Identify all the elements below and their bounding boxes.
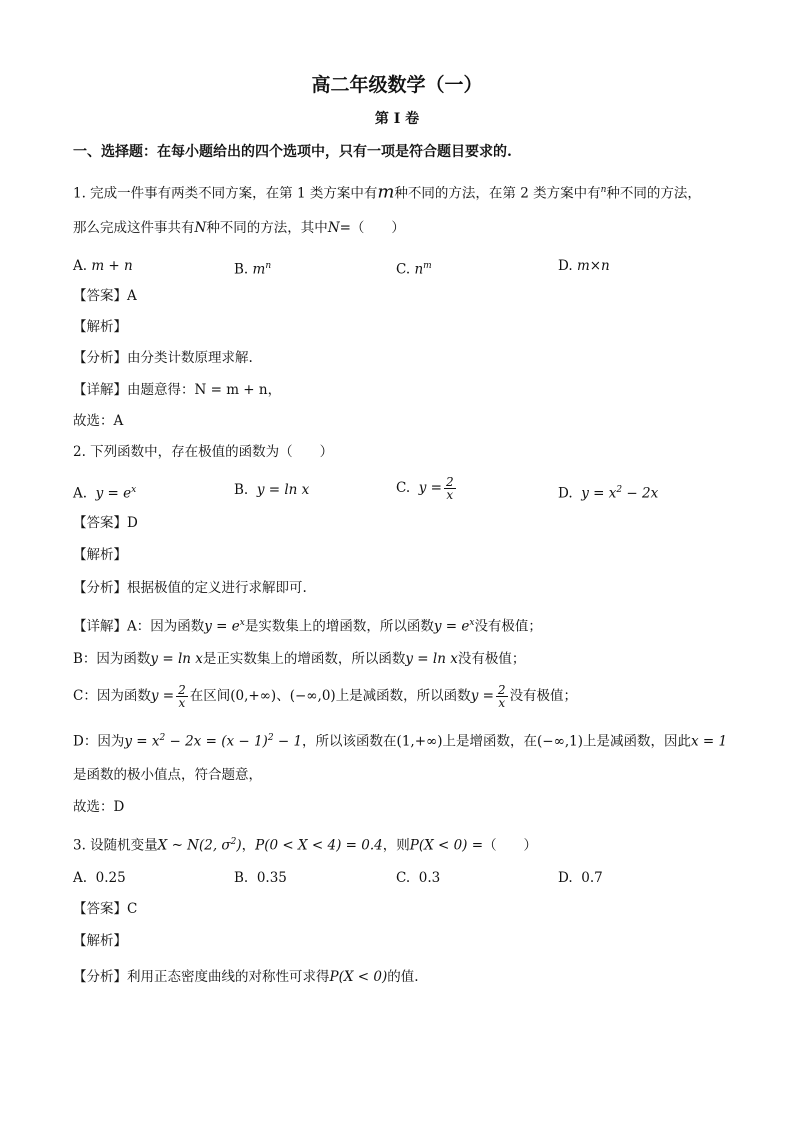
q1-text: =（ ） <box>339 220 405 236</box>
q1-var-N: N <box>327 220 340 236</box>
q1-var-n: n <box>600 185 607 195</box>
fraction: $\frac{2}{x}$ <box>445 475 454 502</box>
q2-stem: 2. 下列函数中，存在极值的函数为（ ） <box>73 444 334 460</box>
q2-analysis: 【分析】根据极值的定义进行求解即可. <box>73 580 307 596</box>
q2-option-c: C. y = $\frac{2}{x}$ <box>396 475 454 502</box>
q1-choose: 故选：A <box>73 413 124 429</box>
q1-stem-line1 <box>73 180 701 204</box>
q2-detail-b: B：因为函数y = ln x是正实数集上的增函数，所以函数y = ln x没有极值； <box>73 651 526 667</box>
q1-text: 种不同的方法，其中 <box>206 220 328 236</box>
page-title: 高二年级数学（一） <box>311 74 483 96</box>
q1-option-b: B. $m^n$ <box>234 261 272 278</box>
q2-detail-c: C：因为函数y = $\frac{2}{x}$ 在区间(0,+∞)、(−∞,0)上是减函数，所以函数y = $\frac{2}{x}$ 没有极值； <box>73 683 578 710</box>
fraction: $\frac{2}{x}$ <box>178 683 186 710</box>
q1-stem-line2 <box>73 218 405 238</box>
q1-var-N: N <box>194 220 207 236</box>
q3-analysis-head: 【解析】 <box>73 933 127 949</box>
q1-text: 种不同的方法， <box>606 185 701 202</box>
q3-option-b: B. 0.35 <box>234 870 287 886</box>
q2-choose: 故选：D <box>73 799 125 815</box>
q1-detail: 【详解】由题意得：N = m + n， <box>73 382 282 398</box>
q3-option-d: D. 0.7 <box>558 870 603 886</box>
q1-option-d: D. m×n <box>558 258 610 274</box>
q1-var-m: m <box>377 181 395 203</box>
section-heading: 一、选择题：在每小题给出的四个选项中，只有一项是符合题目要求的. <box>73 144 512 160</box>
q1-text: 1. 完成一件事有两类不同方案，在第 1 类方案中有 <box>73 185 378 202</box>
q2-answer: 【答案】D <box>73 515 138 531</box>
q1-text: 种不同的方法，在第 2 类方案中有 <box>394 185 601 202</box>
q3-analysis: 【分析】利用正态密度曲线的对称性可求得P(X < 0)的值. <box>73 969 419 985</box>
q2-detail-d2: 是函数的极小值点，符合题意， <box>73 767 262 783</box>
q2-detail-a: 【详解】A：因为函数$y = e^x$是实数集上的增函数，所以函数$y = e^x$没有极值； <box>73 618 542 635</box>
q1-option-a: A. m + n <box>73 258 133 274</box>
q2-option-a: A. $y = e^x$ <box>73 485 137 502</box>
q1-option-c: C. $n^m$ <box>396 261 432 278</box>
q1-analysis: 【分析】由分类计数原理求解. <box>73 350 253 366</box>
q1-answer: 【答案】A <box>73 288 137 304</box>
q3-option-a: A. 0.25 <box>73 870 126 886</box>
q3-answer: 【答案】C <box>73 901 138 917</box>
q2-detail-d: D：因为$y = x^2 - 2x = (x - 1)^2 - 1$，所以该函数在(1,+∞)上是增函数，在(−∞,1)上是减函数，因此x = 1 <box>73 733 728 750</box>
q2-option-d: D. $y = x^2 - 2x$ <box>558 485 659 502</box>
q2-option-b: B. y = ln x <box>234 482 310 498</box>
q1-text: 那么完成这件事共有 <box>73 220 195 236</box>
fraction: $\frac{2}{x}$ <box>497 683 506 710</box>
q3-option-c: C. 0.3 <box>396 870 441 886</box>
q1-analysis-head: 【解析】 <box>73 319 127 335</box>
q3-stem: 3. 设随机变量X ~ N(2, $\sigma^2$)，P(0 < X < 4) = 0.4，则P(X < 0) =（ ） <box>73 837 538 854</box>
q2-analysis-head: 【解析】 <box>73 547 127 563</box>
volume-label: 第 I 卷 <box>374 111 420 127</box>
